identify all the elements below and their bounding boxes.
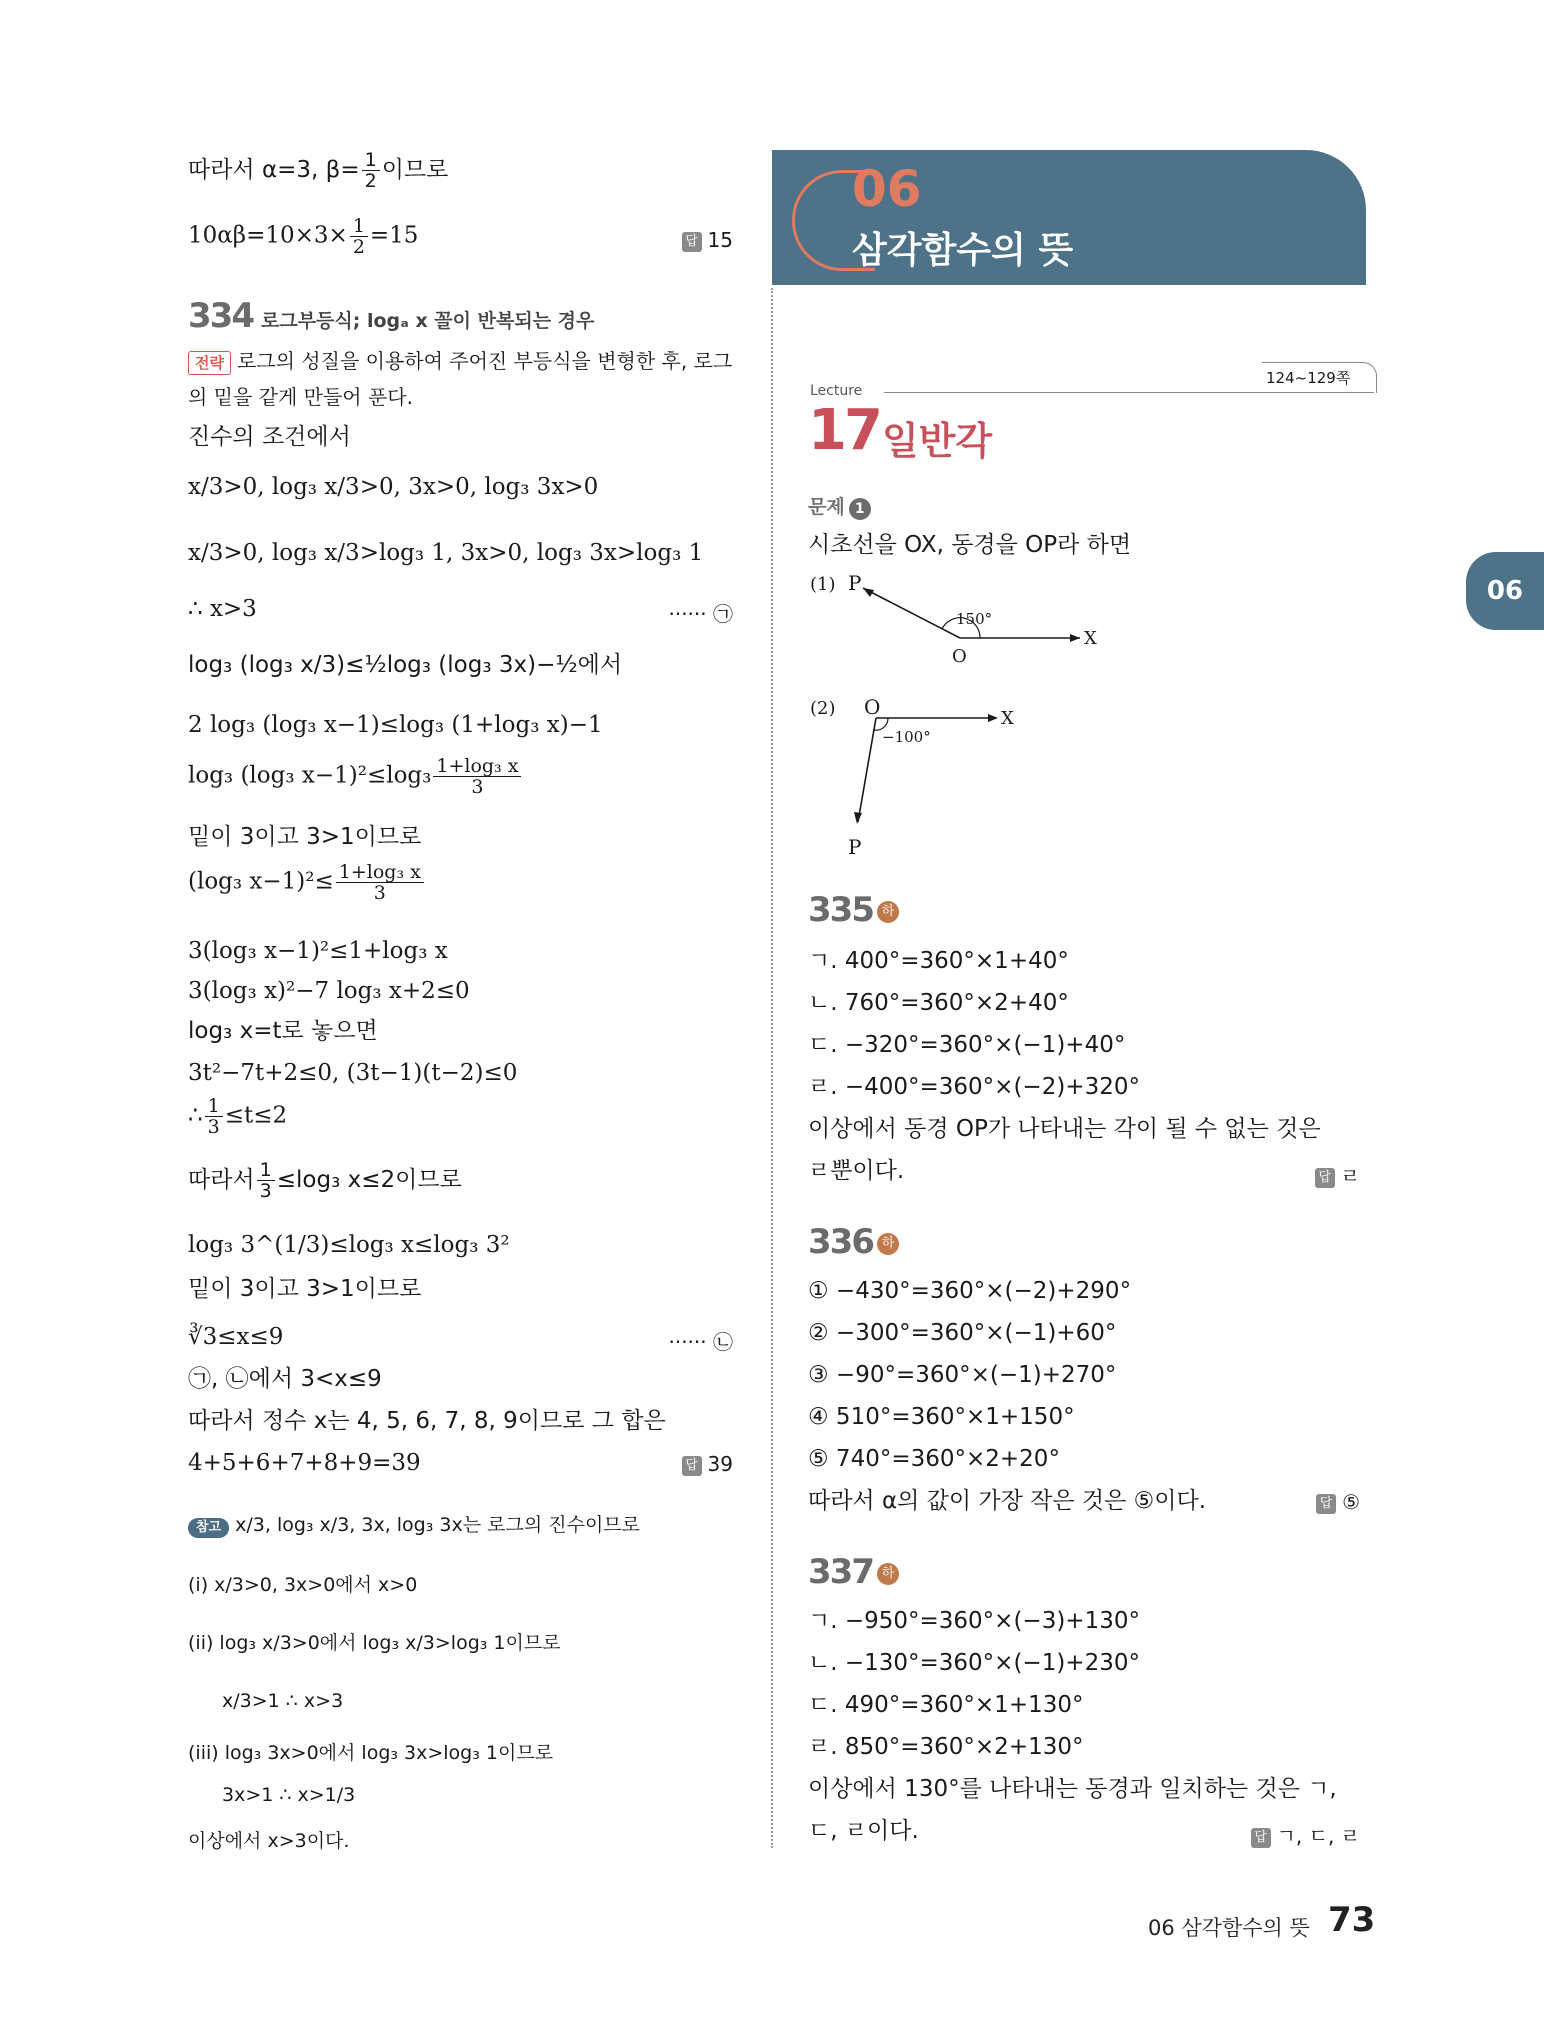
reference-line: (iii) log₃ 3x>0에서 log₃ 3x>log₃ 1이므로 (188, 1742, 554, 1764)
point-label-o: O (952, 646, 967, 667)
answer-mark: 답 ⑤ (1316, 1490, 1360, 1514)
reference-line: 이상에서 x>3이다. (188, 1830, 350, 1852)
math-line: ∴ $\frac{1}{3}$ ≤t≤2 (188, 1095, 288, 1138)
angle-diagram-1 (808, 568, 1108, 678)
difficulty-badge: 하 (877, 901, 899, 923)
fraction: $\frac{\text{1+log₃ x}}{3}$ (336, 862, 424, 903)
math-line: ⑤ 740°=360°×2+20° (808, 1446, 1060, 1472)
lecture-label: Lecture (810, 383, 863, 399)
angle-label: 150° (956, 610, 993, 628)
math-line: ㄹ. −400°=360°×(−2)+320° (808, 1074, 1140, 1100)
problem-header (188, 296, 594, 336)
math-line: ㄴ. −130°=360°×(−1)+230° (808, 1650, 1140, 1676)
text-line: 따라서 α의 값이 가장 작은 것은 ⑤이다. (808, 1488, 1207, 1514)
ray-op (858, 718, 876, 822)
problem-number: 336 (808, 1222, 873, 1262)
answer-mark: 답 39 (682, 1452, 733, 1476)
lecture-title: 일반각 (882, 419, 993, 463)
math-line: ㄴ. 760°=360°×2+40° (808, 990, 1069, 1016)
problem-number: 334 (188, 296, 253, 336)
math-line: ㄷ. −320°=360°×(−1)+40° (808, 1032, 1126, 1058)
fraction: $\frac{\text{1+log₃ x}}{3}$ (433, 756, 521, 797)
math-line: log₃ (log₃ x−1)²≤log₃ $\frac{\text{1+log₃ x}}{3}$ (188, 756, 523, 797)
page-range: 124~129쪽 (1262, 362, 1377, 393)
reference-line: (i) x/3>0, 3x>0에서 x>0 (188, 1574, 418, 1596)
answer-mark: 답 ㄹ (1315, 1160, 1360, 1189)
question-label: 문제 1 (808, 492, 871, 520)
strategy-line: 전략 로그의 성질을 이용하여 주어진 부등식을 변형한 후, 로그 (188, 346, 732, 376)
point-label-x: X (1084, 628, 1097, 649)
difficulty-badge: 하 (877, 1233, 899, 1255)
reference-line: (ii) log₃ x/3>0에서 log₃ x/3>log₃ 1이므로 (188, 1632, 561, 1654)
page-number: 73 (1328, 1900, 1376, 1940)
difficulty-badge: 하 (877, 1563, 899, 1585)
problem-number: 335 (808, 890, 873, 930)
strategy-line: 의 밑을 같게 만들어 푼다. (188, 385, 413, 409)
math-line: ④ 510°=360°×1+150° (808, 1404, 1075, 1430)
arrowhead (863, 588, 874, 597)
lecture-number: 17 (808, 398, 880, 463)
answer-mark: 답 ㄱ, ㄷ, ㄹ (1251, 1820, 1360, 1849)
reference-line: 3x>1 ∴ x>1/3 (222, 1784, 356, 1806)
diagram-label: (1) (810, 574, 836, 595)
equation-mark: ······ ㉡ (668, 1330, 733, 1354)
problem-header (808, 890, 899, 930)
text-line: 따라서 α=3, β= $\frac{1}{2}$ 이므로 (188, 149, 449, 192)
arrowhead (1070, 634, 1080, 642)
answer-icon: 답 (1315, 1168, 1335, 1188)
problem-header (808, 1222, 899, 1262)
reference-line: x/3>1 ∴ x>3 (222, 1690, 344, 1712)
math-line: ① −430°=360°×(−2)+290° (808, 1278, 1132, 1304)
problem-number: 337 (808, 1552, 873, 1592)
math-line: ③ −90°=360°×(−1)+270° (808, 1362, 1117, 1388)
fraction: $\frac{1}{3}$ (205, 1096, 223, 1137)
point-label-o: O (864, 695, 881, 719)
ray-op (863, 588, 960, 638)
problem-title: 로그부등식; logₐ x 꼴이 반복되는 경우 (260, 310, 595, 332)
text-line: 진수의 조건에서 (188, 424, 351, 450)
math-line: log₃ (log₃ x/3)≤½log₃ (log₃ 3x)−½에서 (188, 652, 623, 678)
math-line: ② −300°=360°×(−1)+60° (808, 1320, 1117, 1346)
text-line: 밑이 3이고 3>1이므로 (188, 1276, 422, 1302)
math-line: x/3>0, log₃ x/3>0, 3x>0, log₃ 3x>0 (188, 474, 599, 500)
problem-header (808, 1552, 899, 1592)
math-line: ㄱ. −950°=360°×(−3)+130° (808, 1608, 1140, 1634)
text-line: 밑이 3이고 3>1이므로 (188, 824, 422, 850)
text-line: 시초선을 OX, 동경을 OP라 하면 (808, 532, 1132, 558)
chapter-title: 삼각함수의 뜻 (852, 230, 1074, 271)
math-line: 2 log₃ (log₃ x−1)≤log₃ (1+log₃ x)−1 (188, 712, 603, 738)
math-line: ∴ x>3 (188, 596, 257, 622)
math-line: 따라서 $\frac{1}{3}$ ≤log₃ x≤2이므로 (188, 1159, 462, 1202)
arrowhead (854, 812, 862, 824)
math-line: 3t²−7t+2≤0, (3t−1)(t−2)≤0 (188, 1060, 518, 1086)
math-line: ㄱ. 400°=360°×1+40° (808, 948, 1069, 974)
point-label-p: P (848, 571, 862, 595)
fraction: $\frac{1}{2}$ (362, 150, 380, 191)
math-line: ㄷ. 490°=360°×1+130° (808, 1692, 1084, 1718)
answer-icon: 답 (1316, 1494, 1336, 1514)
text-line: 이상에서 동경 OP가 나타내는 각이 될 수 없는 것은 (808, 1116, 1321, 1142)
point-label-x: X (1001, 708, 1014, 729)
math-line: ㄹ. 850°=360°×2+130° (808, 1734, 1084, 1760)
math-line: ∛3≤x≤9 (188, 1324, 284, 1350)
footer-chapter: 06 삼각함수의 뜻 (1148, 1916, 1310, 1940)
math-line: (log₃ x−1)²≤ $\frac{\text{1+log₃ x}}{3}$ (188, 862, 426, 903)
math-line: 3(log₃ x)²−7 log₃ x+2≤0 (188, 978, 470, 1004)
text-line: 따라서 정수 x는 4, 5, 6, 7, 8, 9이므로 그 합은 (188, 1408, 666, 1434)
strategy-tag: 전략 (188, 351, 231, 375)
chapter-side-tab[interactable]: 06 (1466, 552, 1544, 630)
math-line: log₃ 3^(1/3)≤log₃ x≤log₃ 3² (188, 1232, 510, 1258)
chapter-number: 06 (852, 160, 922, 218)
arrowhead (988, 714, 998, 722)
reference-line: 참고 x/3, log₃ x/3, 3x, log₃ 3x는 로그의 진수이므로 (188, 1510, 640, 1540)
text-line: log₃ x=t로 놓으면 (188, 1018, 378, 1044)
fraction: $\frac{1}{2}$ (350, 216, 368, 257)
math-line: 4+5+6+7+8+9=39 (188, 1450, 421, 1476)
angle-diagram-2 (808, 690, 1108, 860)
text-line: ㄹ뿐이다. (808, 1158, 905, 1184)
answer-icon: 답 (682, 232, 702, 252)
question-number-badge: 1 (849, 498, 871, 520)
math-line: ㉠, ㉡에서 3<x≤9 (188, 1366, 382, 1392)
point-label-p: P (848, 835, 862, 859)
equation-mark: ······ ㉠ (668, 602, 733, 626)
answer-mark: 답 15 (682, 228, 733, 252)
text-line: 이상에서 130°를 나타내는 동경과 일치하는 것은 ㄱ, (808, 1776, 1337, 1802)
answer-icon: 답 (682, 1456, 702, 1476)
text-line: ㄷ, ㄹ이다. (808, 1818, 919, 1844)
diagram-label: (2) (810, 698, 836, 719)
math-line: 3(log₃ x−1)²≤1+log₃ x (188, 938, 448, 964)
text-line: 10αβ=10×3× $\frac{1}{2}$ =15 (188, 215, 419, 258)
math-line: x/3>0, log₃ x/3>log₃ 1, 3x>0, log₃ 3x>log₃ 1 (188, 540, 704, 566)
reference-tag: 참고 (188, 1518, 229, 1538)
answer-icon: 답 (1251, 1828, 1271, 1848)
angle-label: −100° (882, 728, 931, 746)
column-divider (771, 288, 773, 1848)
fraction: $\frac{1}{3}$ (257, 1160, 275, 1201)
